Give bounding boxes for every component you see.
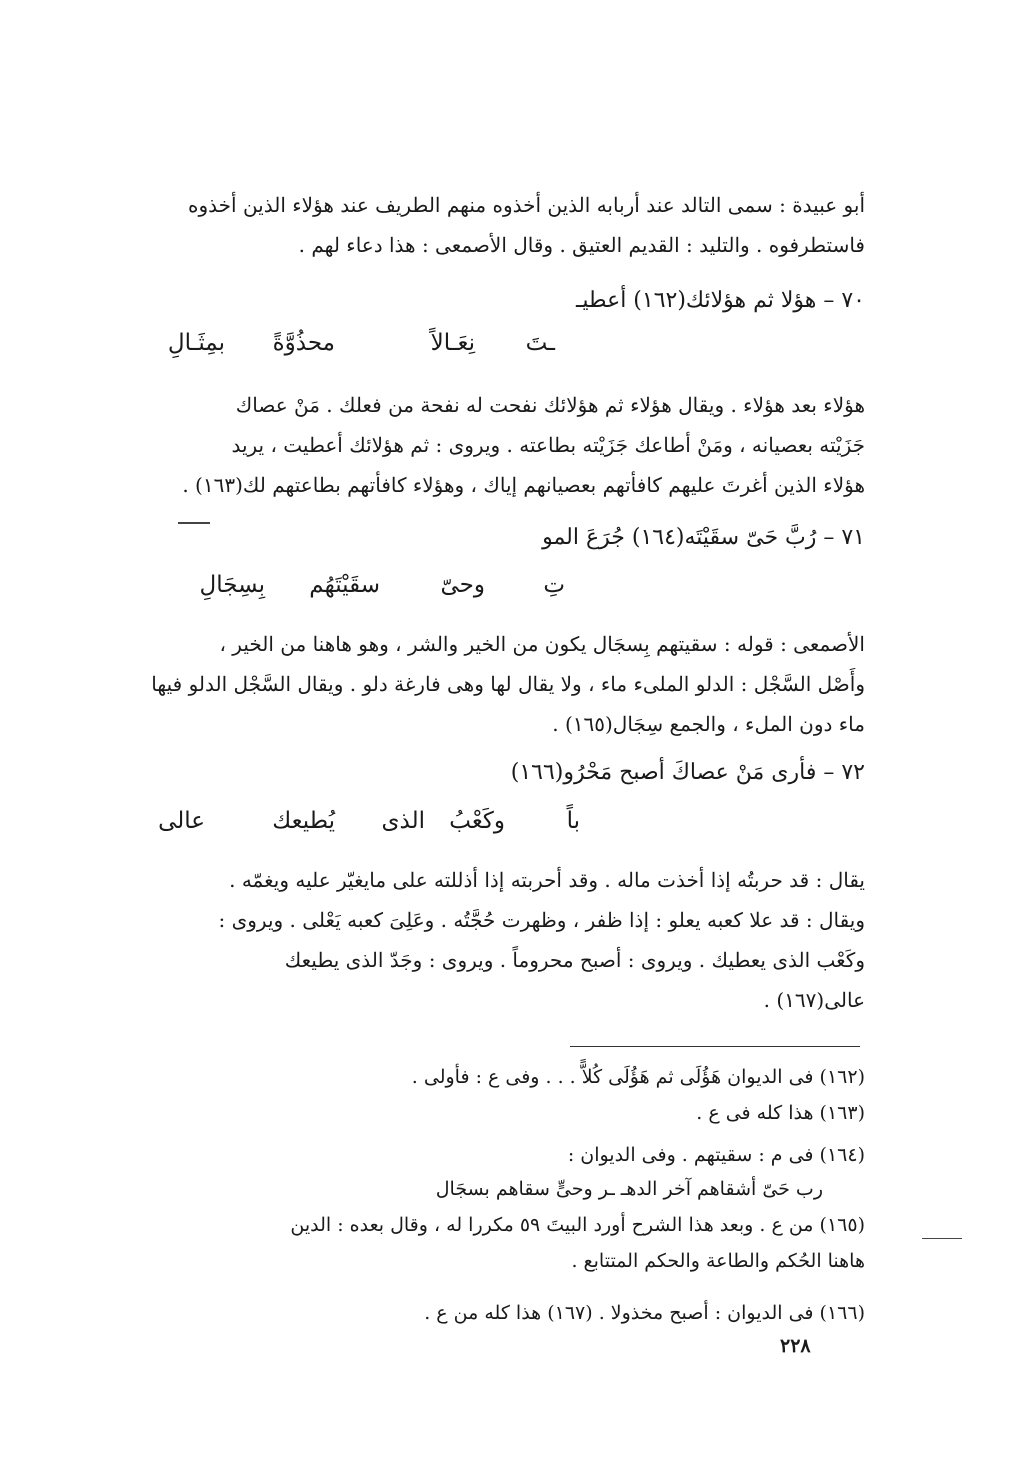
commentary-72-line-4: عالى(١٦٧) . — [763, 988, 865, 1012]
commentary-70-line-1: هؤلاء بعد هؤلاء . ويقال هؤلاء ثم هؤلائك نفحت له نفحة من فعلك . مَنْ عصاك — [235, 393, 865, 417]
commentary-70 — [147, 385, 865, 505]
verse-70-word-3: محذُوَّةً — [272, 330, 335, 356]
commentary-71-line-2: وأَصْل السَّجْل : الدلو الملىء ماء ، ولا يقال لها وهى فارغة دلو . ويقال السَّجْل الدلو فيها — [151, 672, 865, 696]
commentary-72-line-1: يقال : قد حربتُه إذا أخذت ماله . وقد أحربته إذا أذللته على مايغيّر عليه ويغمّه . — [229, 868, 865, 892]
footnote-165-line-1: (١٦٥) من ع . وبعد هذا الشرح أورد البيتَ ٥٩ مكررا له ، وقال بعده : الدين — [290, 1214, 865, 1236]
footnote-166-167: (١٦٦) فى الديوان : أصبح مخذولا . (١٦٧) هذا كله من ع . — [424, 1302, 865, 1324]
intro-line-2: فاستطرفوه . والتليد : القديم العتيق . وقال الأصمعى : هذا دعاء لهم . — [298, 233, 865, 257]
footnote-163: (١٦٣) هذا كله فى ع . — [696, 1102, 865, 1124]
commentary-70-line-3: هؤلاء الذين أغرتَ عليهم كافأتهم بعصيانهم إياك ، وهؤلاء كافأتهم بطاعتهم لك(١٦٣) . — [182, 473, 865, 497]
footnote-164: (١٦٤) فى م : سقيتهم . وفى الديوان : — [567, 1144, 865, 1166]
footnote-165-line-2: هاهنا الحُكم والطاعة والحكم المتتابع . — [571, 1250, 865, 1272]
verse-72-first-hemistich: ٧٢ – فأرى مَنْ عصاكَ أصبح مَحْرُو(١٦٦) — [510, 760, 865, 785]
commentary-70-line-2: جَزَيْته بعصيانه ، ومَنْ أطاعك جَزَيْته بطاعته . ويروى : ثم هؤلائك أعطيت ، يريد — [231, 433, 865, 457]
verse-71-word-3: سقَيْتَهُم — [309, 572, 380, 598]
commentary-72 — [147, 860, 865, 1020]
commentary-71-line-1: الأصمعى : قوله : سقيتهم بِسجَال يكون من الخير والشر ، وهو هاهنا من الخير ، — [219, 632, 865, 656]
verse-72-word-4: يُطيعك — [272, 808, 335, 834]
verse-71-word-1: تِ — [543, 572, 565, 598]
verse-71-word-2: وحىّ — [440, 572, 485, 598]
commentary-72-line-3: وكَعْب الذى يعطيك . ويروى : أصبح محروماً . ويروى : وجَدّ الذى يطيعك — [284, 948, 865, 972]
verse-72-word-2: وكَعْبُ — [449, 808, 505, 834]
page-number: ٢٢٨ — [780, 1335, 811, 1357]
verse-70-second-hemistich — [155, 330, 865, 370]
verse-71-second-hemistich — [155, 572, 865, 612]
verse-70-word-1: ـتَ — [525, 330, 555, 356]
commentary-72-line-2: ويقال : قد علا كعبه يعلو : إذا ظفر ، وظهرت حُجَّتُه . وعَلِىَ كعبه يَعْلى . ويروى : — [218, 908, 865, 932]
verse-71-first-hemistich: ٧١ – رُبَّ حَىّ سقَيْتَه(١٦٤) جُرَعَ المو — [542, 525, 865, 550]
verse-72-word-5: عالى — [158, 808, 205, 834]
footnote-164-verse: رب حَىّ أشقاهم آخر الدهـ ـر وحىٍّ سقاهم بسجَال — [435, 1178, 823, 1200]
commentary-71-line-3: ماء دون الملء ، والجمع سِجَال(١٦٥) . — [552, 712, 865, 736]
stray-line-mark — [922, 1238, 962, 1239]
verse-71-word-4: بِسِجَالِ — [199, 572, 265, 598]
intro-paragraph — [147, 185, 865, 265]
verse-72-second-hemistich — [155, 808, 865, 848]
verse-70-first-hemistich: ٧٠ – هؤلا ثم هؤلائك(١٦٢) أعطيـ — [575, 288, 865, 313]
commentary-71 — [147, 624, 865, 744]
verse-72-word-1: باً — [566, 808, 580, 834]
footnote-separator — [570, 1046, 860, 1047]
stray-dash-mark — [178, 522, 210, 524]
footnote-162: (١٦٢) فى الديوان هَؤُلَى ثم هَؤُلَى كُلاًّ . . . وفى ع : فأولى . — [411, 1066, 865, 1088]
verse-70-word-4: بمِثَـالِ — [167, 330, 225, 356]
verse-72-word-3: الذى — [381, 808, 425, 834]
verse-70-word-2: نِعَـالاً — [430, 330, 475, 356]
intro-line-1: أبو عبيدة : سمى التالد عند أربابه الذين أخذوه منهم الطريف عند هؤلاء الذين أخذوه — [188, 193, 865, 217]
